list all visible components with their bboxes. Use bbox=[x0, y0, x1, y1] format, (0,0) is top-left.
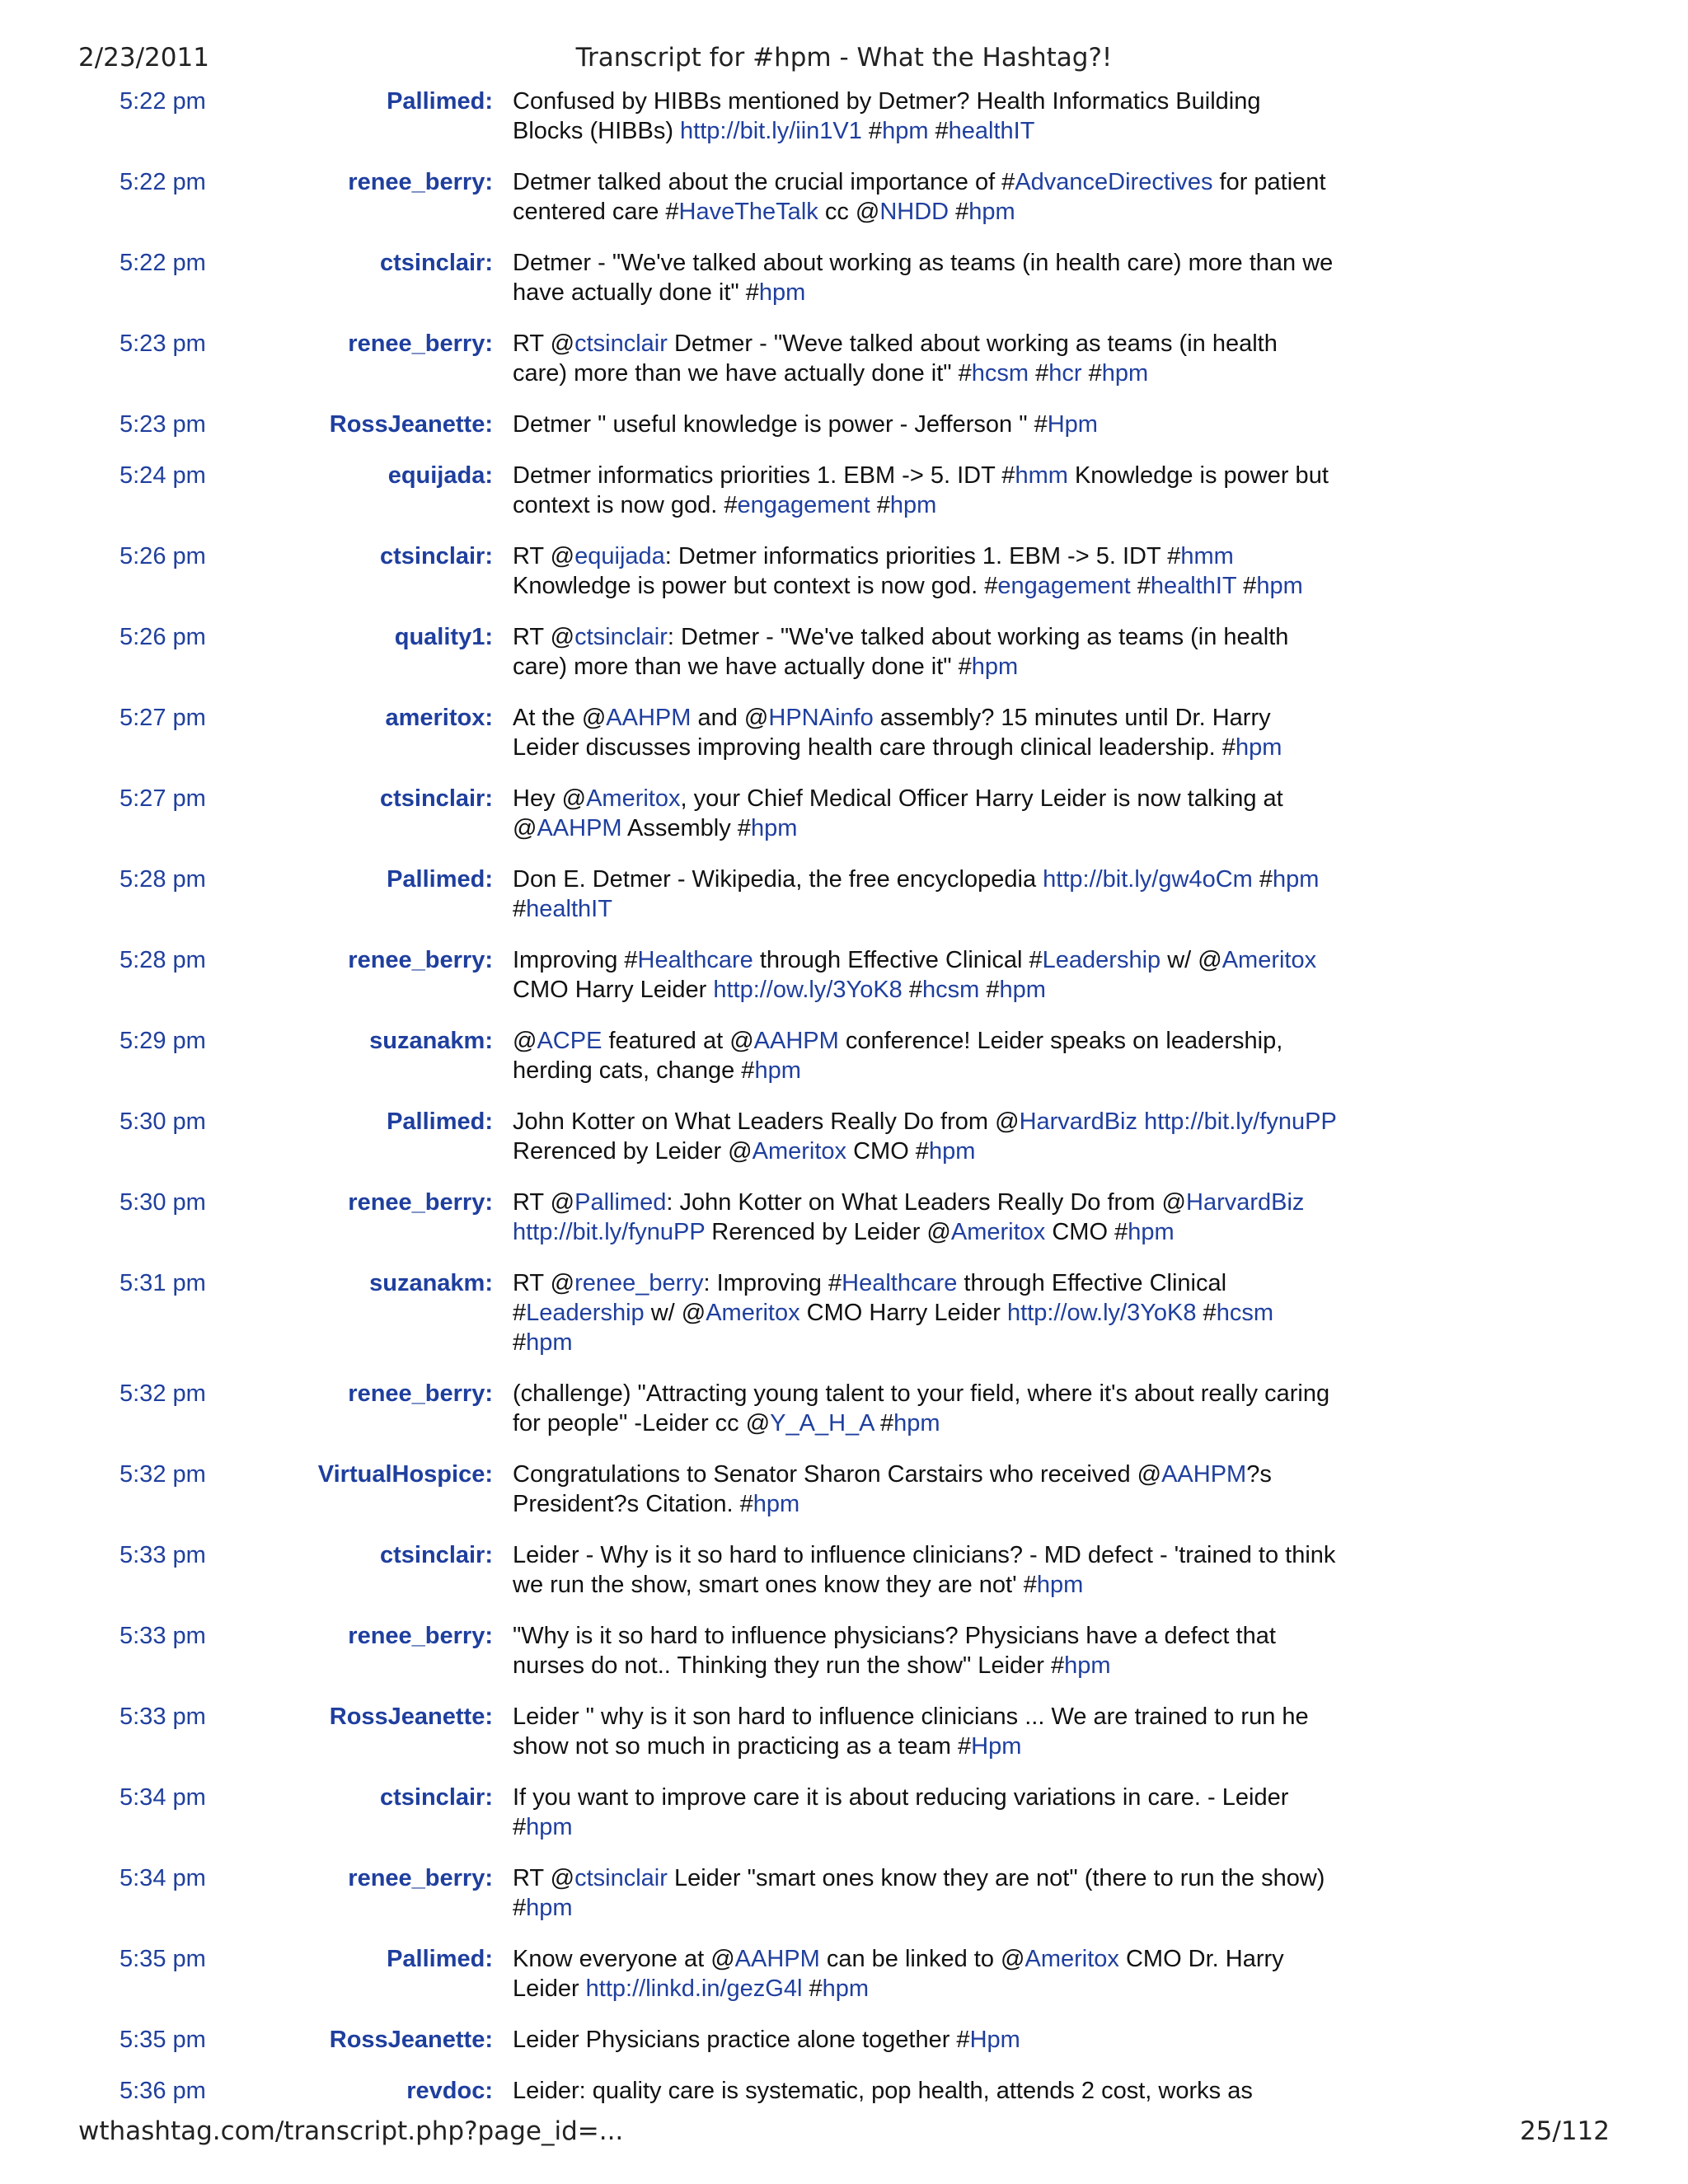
tweet-user[interactable]: Pallimed: bbox=[387, 1946, 493, 1972]
tweet-row bbox=[0, 1621, 1688, 1680]
tweet-link[interactable]: ACPE bbox=[537, 1028, 603, 1054]
tweet-link[interactable]: Hpm bbox=[1047, 411, 1098, 438]
tweet-time: 5:27 pm bbox=[120, 785, 206, 812]
tweet-link[interactable]: http://linkd.in/gezG4l bbox=[585, 1975, 803, 2002]
tweet-user[interactable]: suzanakm: bbox=[369, 1270, 493, 1296]
tweet-row bbox=[0, 1379, 1688, 1438]
tweet-link[interactable]: hcr bbox=[1048, 360, 1082, 387]
tweet-link[interactable]: hpm bbox=[1036, 1572, 1084, 1598]
tweet-text: Leider Physicians practice alone together #Hpm bbox=[513, 2027, 1020, 2053]
tweet-text: At the @AAHPM and @HPNAinfo assembly? 15 minutes until Dr. Harry Leider discusses improving health care through clinical leadership. #hpm bbox=[513, 705, 1282, 761]
tweet-time: 5:35 pm bbox=[120, 1946, 206, 1972]
tweet-time: 5:35 pm bbox=[120, 2027, 206, 2053]
tweet-link[interactable]: HarvardBiz bbox=[1019, 1108, 1137, 1135]
tweet-time: 5:28 pm bbox=[120, 866, 206, 893]
tweet-link[interactable]: hcsm bbox=[971, 360, 1029, 387]
tweet-link[interactable]: ctsinclair bbox=[574, 330, 668, 357]
tweet-link[interactable]: hpm bbox=[1256, 573, 1303, 599]
tweet-row bbox=[0, 1783, 1688, 1842]
tweet-link[interactable]: Leadership bbox=[1042, 947, 1161, 973]
tweet-link[interactable]: hpm bbox=[1272, 866, 1320, 893]
tweet-user[interactable]: Pallimed: bbox=[387, 1108, 493, 1135]
tweet-user[interactable]: renee_berry: bbox=[348, 1189, 493, 1216]
tweet-user[interactable]: ctsinclair: bbox=[380, 785, 493, 812]
tweet-link[interactable]: hpm bbox=[750, 815, 798, 841]
tweet-time: 5:29 pm bbox=[120, 1028, 206, 1054]
tweet-link[interactable]: engagement bbox=[737, 492, 870, 518]
tweet-link[interactable]: hpm bbox=[526, 1814, 573, 1840]
tweet-user[interactable]: RossJeanette: bbox=[329, 1704, 493, 1730]
tweet-row bbox=[0, 1188, 1688, 1247]
tweet-link[interactable]: http://ow.ly/3YoK8 bbox=[713, 977, 903, 1003]
tweet-link[interactable]: Y_A_H_A bbox=[770, 1410, 874, 1436]
tweet-link[interactable]: hpm bbox=[526, 1329, 573, 1356]
tweet-time: 5:34 pm bbox=[120, 1865, 206, 1891]
tweet-user[interactable]: quality1: bbox=[394, 624, 493, 650]
tweet-text: Detmer " useful knowledge is power - Jefferson " #Hpm bbox=[513, 411, 1098, 438]
tweet-row bbox=[0, 2076, 1688, 2106]
page-title: Transcript for #hpm - What the Hashtag?! bbox=[575, 43, 1113, 73]
tweet-link[interactable]: hpm bbox=[1128, 1219, 1175, 1245]
tweet-link[interactable]: equijada bbox=[574, 543, 665, 569]
tweet-text: Don E. Detmer - Wikipedia, the free encyclopedia http://bit.ly/gw4oCm #hpm #healthIT bbox=[513, 866, 1320, 922]
tweet-time: 5:31 pm bbox=[120, 1270, 206, 1296]
tweet-link[interactable]: engagement bbox=[997, 573, 1131, 599]
tweet-time: 5:33 pm bbox=[120, 1704, 206, 1730]
tweet-time: 5:27 pm bbox=[120, 705, 206, 731]
tweet-link[interactable]: Pallimed bbox=[574, 1189, 667, 1216]
tweet-row bbox=[0, 1944, 1688, 2004]
tweet-text: Leider: quality care is systematic, pop health, attends 2 cost, works as bbox=[513, 2078, 1253, 2104]
tweet-time: 5:33 pm bbox=[120, 1542, 206, 1568]
tweet-row bbox=[0, 1460, 1688, 1519]
tweet-text: RT @equijada: Detmer informatics priorities 1. EBM -> 5. IDT #hmm Knowledge is power but context is now god. #engagement #healthIT #hpm bbox=[513, 543, 1303, 599]
tweet-row bbox=[0, 410, 1688, 439]
tweet-user[interactable]: revdoc: bbox=[406, 2078, 493, 2104]
tweet-link[interactable]: Ameritox bbox=[752, 1138, 847, 1165]
tweet-link[interactable]: HarvardBiz bbox=[1186, 1189, 1305, 1216]
tweet-row bbox=[0, 2025, 1688, 2055]
tweet-user[interactable]: ctsinclair: bbox=[380, 250, 493, 276]
tweet-row bbox=[0, 1863, 1688, 1923]
tweet-link[interactable]: hcsm bbox=[1216, 1300, 1273, 1326]
tweet-link[interactable]: AAHPM bbox=[1161, 1461, 1247, 1488]
tweet-text: RT @ctsinclair: Detmer - "We've talked about working as teams (in health care) more than we have actually done it" #hpm bbox=[513, 624, 1289, 680]
tweet-text: Detmer informatics priorities 1. EBM -> 5. IDT #hmm Knowledge is power but context is now god. #engagement #hpm bbox=[513, 462, 1329, 518]
tweet-link[interactable]: hmm bbox=[1180, 543, 1234, 569]
tweet-link[interactable]: hpm bbox=[889, 492, 937, 518]
tweet-row bbox=[0, 248, 1688, 307]
tweet-link[interactable]: Ameritox bbox=[1221, 947, 1317, 973]
transcript-viewport bbox=[0, 87, 1688, 2106]
tweet-link[interactable]: HaveTheTalk bbox=[678, 199, 818, 225]
tweet-link[interactable]: http://bit.ly/iin1V1 bbox=[680, 118, 862, 144]
transcript-list bbox=[0, 87, 1688, 2106]
tweet-time: 5:26 pm bbox=[120, 543, 206, 569]
tweet-link[interactable]: http://bit.ly/fynuPP bbox=[1144, 1108, 1337, 1135]
tweet-link[interactable]: healthIT bbox=[948, 118, 1035, 144]
tweet-row bbox=[0, 329, 1688, 388]
tweet-time: 5:24 pm bbox=[120, 462, 206, 489]
tweet-link[interactable]: Healthcare bbox=[637, 947, 753, 973]
tweet-link[interactable]: hpm bbox=[758, 279, 806, 306]
tweet-link[interactable]: Ameritox bbox=[950, 1219, 1046, 1245]
tweet-link[interactable]: http://bit.ly/fynuPP bbox=[513, 1219, 706, 1245]
tweet-user[interactable]: renee_berry: bbox=[348, 1623, 493, 1649]
tweet-time: 5:22 pm bbox=[120, 169, 206, 195]
tweet-time: 5:23 pm bbox=[120, 411, 206, 438]
tweet-row bbox=[0, 1026, 1688, 1085]
tweet-user[interactable]: Pallimed: bbox=[387, 88, 493, 115]
tweet-text: RT @renee_berry: Improving #Healthcare through Effective Clinical #Leadership w/ @Ameritox CMO Harry Leider http://ow.ly/3YoK8 #hcsm #hpm bbox=[513, 1270, 1273, 1356]
tweet-link[interactable]: AAHPM bbox=[734, 1946, 820, 1972]
tweet-link[interactable]: hpm bbox=[928, 1138, 976, 1165]
tweet-link[interactable]: healthIT bbox=[1150, 573, 1237, 599]
tweet-link[interactable]: ctsinclair bbox=[574, 624, 668, 650]
tweet-text: @ACPE featured at @AAHPM conference! Leider speaks on leadership, herding cats, change #hpm bbox=[513, 1028, 1283, 1084]
tweet-text: Confused by HIBBs mentioned by Detmer? Health Informatics Building Blocks (HIBBs) http://bit.ly/iin1V1 #hpm #healthIT bbox=[513, 88, 1261, 144]
tweet-link[interactable]: Leadership bbox=[526, 1300, 645, 1326]
tweet-time: 5:30 pm bbox=[120, 1189, 206, 1216]
tweet-link[interactable]: http://bit.ly/gw4oCm bbox=[1043, 866, 1253, 893]
tweet-text: Detmer talked about the crucial importance of #AdvanceDirectives for patient centered care #HaveTheTalk cc @NHDD #hpm bbox=[513, 169, 1326, 225]
tweet-link[interactable]: ctsinclair bbox=[574, 1865, 668, 1891]
tweet-text: If you want to improve care it is about reducing variations in care. - Leider #hpm bbox=[513, 1784, 1289, 1840]
tweet-row bbox=[0, 1540, 1688, 1600]
footer-url: wthashtag.com/transcript.php?page_id=... bbox=[78, 2116, 624, 2146]
tweet-row bbox=[0, 87, 1688, 146]
tweet-link[interactable]: NHDD bbox=[879, 199, 950, 225]
tweet-time: 5:26 pm bbox=[120, 624, 206, 650]
tweet-row bbox=[0, 1268, 1688, 1357]
tweet-row bbox=[0, 865, 1688, 924]
tweet-time: 5:32 pm bbox=[120, 1461, 206, 1488]
tweet-text: "Why is it so hard to influence physicians? Physicians have a defect that nurses do not.. Thinking they run the show" Leider #hpm bbox=[513, 1623, 1276, 1679]
tweet-time: 5:28 pm bbox=[120, 947, 206, 973]
tweet-user[interactable]: RossJeanette: bbox=[329, 2027, 493, 2053]
tweet-time: 5:32 pm bbox=[120, 1380, 206, 1407]
tweet-text: Detmer - "We've talked about working as teams (in health care) more than we have actually done it" #hpm bbox=[513, 250, 1334, 306]
tweet-text: John Kotter on What Leaders Really Do from @HarvardBiz http://bit.ly/fynuPP Rerenced by Leider @Ameritox CMO #hpm bbox=[513, 1108, 1337, 1165]
tweet-text: Congratulations to Senator Sharon Carstairs who received @AAHPM?s President?s Citation. #hpm bbox=[513, 1461, 1272, 1517]
tweet-link[interactable]: hpm bbox=[893, 1410, 940, 1436]
tweet-user[interactable]: renee_berry: bbox=[348, 947, 493, 973]
tweet-user[interactable]: renee_berry: bbox=[348, 330, 493, 357]
tweet-text: Leider - Why is it so hard to influence clinicians? - MD defect - 'trained to think we run the show, smart ones know they are not' #hpm bbox=[513, 1542, 1336, 1598]
tweet-link[interactable]: hpm bbox=[1064, 1652, 1111, 1679]
tweet-row bbox=[0, 622, 1688, 682]
tweet-time: 5:23 pm bbox=[120, 330, 206, 357]
tweet-time: 5:22 pm bbox=[120, 250, 206, 276]
tweet-link[interactable]: hpm bbox=[882, 118, 929, 144]
tweet-user[interactable]: renee_berry: bbox=[348, 1380, 493, 1407]
tweet-link[interactable]: hpm bbox=[1101, 360, 1149, 387]
tweet-user[interactable]: renee_berry: bbox=[348, 1865, 493, 1891]
tweet-text: RT @ctsinclair Leider "smart ones know they are not" (there to run the show) #hpm bbox=[513, 1865, 1325, 1921]
tweet-user[interactable]: ctsinclair: bbox=[380, 543, 493, 569]
tweet-link[interactable]: Ameritox bbox=[706, 1300, 800, 1326]
tweet-user[interactable]: equijada: bbox=[387, 462, 493, 489]
tweet-user[interactable]: Pallimed: bbox=[387, 866, 493, 893]
tweet-link[interactable]: hpm bbox=[526, 1895, 573, 1921]
tweet-row bbox=[0, 1107, 1688, 1166]
tweet-link[interactable]: hpm bbox=[1235, 734, 1282, 761]
tweet-time: 5:30 pm bbox=[120, 1108, 206, 1135]
tweet-link[interactable]: AAHPM bbox=[753, 1028, 839, 1054]
tweet-link[interactable]: AAHPM bbox=[537, 815, 622, 841]
tweet-row bbox=[0, 541, 1688, 601]
tweet-text: Know everyone at @AAHPM can be linked to @Ameritox CMO Dr. Harry Leider http://linkd.in/gezG4l #hpm bbox=[513, 1946, 1284, 2002]
tweet-row bbox=[0, 461, 1688, 520]
tweet-user[interactable]: ctsinclair: bbox=[380, 1542, 493, 1568]
tweet-link[interactable]: HPNAinfo bbox=[768, 705, 874, 731]
tweet-link[interactable]: Ameritox bbox=[1025, 1946, 1119, 1972]
tweet-time: 5:33 pm bbox=[120, 1623, 206, 1649]
tweet-link[interactable]: healthIT bbox=[526, 896, 612, 922]
print-date: 2/23/2011 bbox=[78, 43, 209, 73]
tweet-user[interactable]: RossJeanette: bbox=[329, 411, 493, 438]
tweet-link[interactable]: hpm bbox=[968, 199, 1015, 225]
tweet-row bbox=[0, 784, 1688, 843]
tweet-text: RT @Pallimed: John Kotter on What Leaders Really Do from @HarvardBiz http://bit.ly/fynuPP Rerenced by Leider @Ameritox CMO #hpm bbox=[513, 1189, 1305, 1245]
tweet-user[interactable]: ctsinclair: bbox=[380, 1784, 493, 1811]
tweet-link[interactable]: hmm bbox=[1015, 462, 1068, 489]
tweet-link[interactable]: Ameritox bbox=[586, 785, 681, 812]
tweet-row bbox=[0, 703, 1688, 762]
tweet-time: 5:36 pm bbox=[120, 2078, 206, 2104]
tweet-link[interactable]: hpm bbox=[999, 977, 1046, 1003]
tweet-text: RT @ctsinclair Detmer - "Weve talked about working as teams (in health care) more than we have actually done it" #hcsm #hcr #hpm bbox=[513, 330, 1278, 387]
tweet-link[interactable]: AdvanceDirectives bbox=[1015, 169, 1213, 195]
tweet-user[interactable]: renee_berry: bbox=[348, 169, 493, 195]
tweet-user[interactable]: ameritox: bbox=[385, 705, 493, 731]
tweet-link[interactable]: Healthcare bbox=[842, 1270, 958, 1296]
tweet-link[interactable]: Hpm bbox=[971, 1733, 1022, 1760]
tweet-time: 5:22 pm bbox=[120, 88, 206, 115]
tweet-link[interactable]: hpm bbox=[754, 1057, 801, 1084]
tweet-link[interactable]: Hpm bbox=[969, 2027, 1020, 2053]
tweet-time: 5:34 pm bbox=[120, 1784, 206, 1811]
tweet-link[interactable]: http://ow.ly/3YoK8 bbox=[1007, 1300, 1197, 1326]
tweet-user[interactable]: suzanakm: bbox=[369, 1028, 493, 1054]
tweet-link[interactable]: hpm bbox=[822, 1975, 870, 2002]
tweet-row bbox=[0, 945, 1688, 1005]
tweet-text: Improving #Healthcare through Effective Clinical #Leadership w/ @Ameritox CMO Harry Leider http://ow.ly/3YoK8 #hcsm #hpm bbox=[513, 947, 1317, 1003]
page-number: 25/112 bbox=[1519, 2116, 1610, 2146]
tweet-text: Hey @Ameritox, your Chief Medical Officer Harry Leider is now talking at @AAHPM Assembly #hpm bbox=[513, 785, 1283, 841]
tweet-row bbox=[0, 167, 1688, 227]
tweet-link[interactable]: hpm bbox=[971, 654, 1019, 680]
tweet-user[interactable]: VirtualHospice: bbox=[317, 1461, 493, 1488]
tweet-link[interactable]: hcsm bbox=[922, 977, 980, 1003]
tweet-link[interactable]: hpm bbox=[753, 1491, 800, 1517]
tweet-text: Leider " why is it son hard to influence clinicians ... We are trained to run he show not so much in practicing as a team #Hpm bbox=[513, 1704, 1309, 1760]
tweet-row bbox=[0, 1702, 1688, 1761]
tweet-link[interactable]: renee_berry bbox=[574, 1270, 704, 1296]
tweet-link[interactable]: AAHPM bbox=[606, 705, 692, 731]
tweet-text: (challenge) "Attracting young talent to your field, where it's about really caring for people" -Leider cc @Y_A_H_A #hpm bbox=[513, 1380, 1330, 1436]
